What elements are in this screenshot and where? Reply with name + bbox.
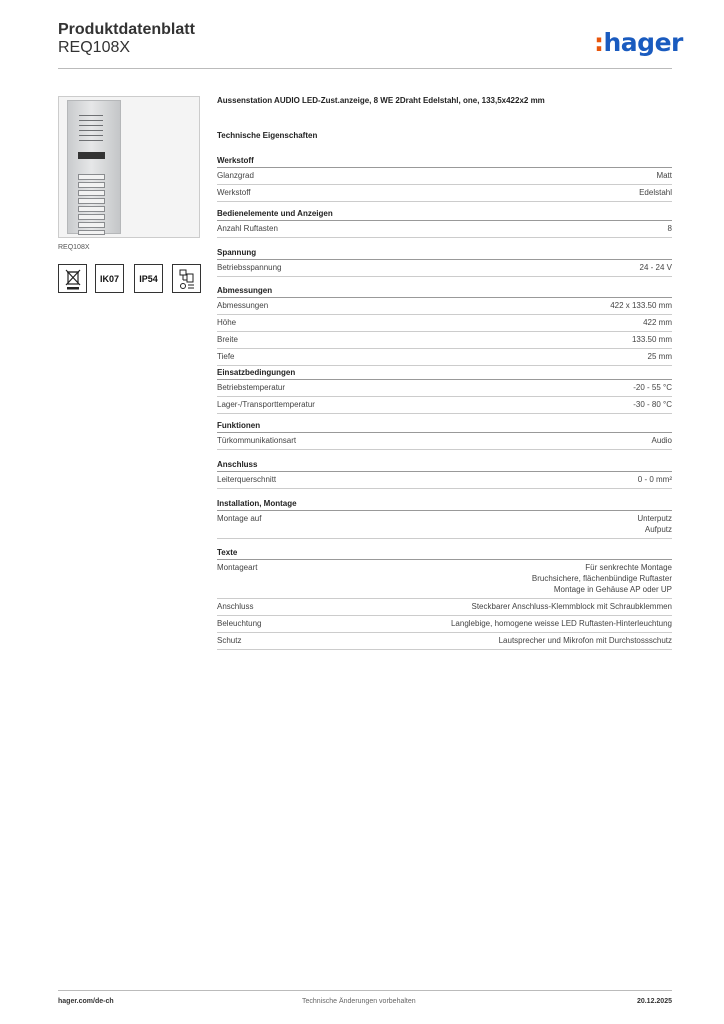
- table-row: [217, 599, 672, 616]
- row-label: Beleuchtung: [217, 619, 262, 628]
- logo-text: hager: [603, 28, 683, 57]
- hager-logo: :hager: [594, 28, 683, 57]
- table-row: [217, 633, 672, 650]
- table-row: [217, 168, 672, 185]
- row-value: 422 mm: [643, 318, 672, 327]
- table-row: [217, 511, 672, 539]
- section-title: Texte: [217, 548, 672, 560]
- row-value: Lautsprecher und Mikrofon mit Durchstossschutz: [498, 636, 672, 645]
- table-row: [217, 349, 672, 366]
- section-title: Funktionen: [217, 421, 672, 433]
- row-label: Anzahl Ruftasten: [217, 224, 278, 233]
- section-anschluss: [217, 460, 672, 489]
- section-texte: [217, 548, 672, 650]
- product-image: [58, 96, 200, 238]
- installation-symbol-icon: [172, 264, 201, 293]
- table-row: [217, 221, 672, 238]
- row-label: Montage auf: [217, 514, 262, 523]
- table-row: [217, 380, 672, 397]
- row-label: Schutz: [217, 636, 242, 645]
- row-label: Lager-/Transporttemperatur: [217, 400, 315, 409]
- row-label: Glanzgrad: [217, 171, 254, 180]
- row-value: 8: [667, 224, 672, 233]
- section-installation: [217, 499, 672, 539]
- table-row: [217, 472, 672, 489]
- row-value: 25 mm: [647, 352, 672, 361]
- row-value: Unterputz Aufputz: [637, 514, 672, 534]
- tech-properties-heading: Technische Eigenschaften: [217, 131, 318, 140]
- row-value: -30 - 80 °C: [633, 400, 672, 409]
- row-value: Für senkrechte Montage Bruchsichere, flächenbündige Ruftaster Montage in Gehäuse AP oder UP: [531, 563, 672, 594]
- table-row: [217, 298, 672, 315]
- row-value: 133.50 mm: [631, 335, 672, 344]
- product-description: Aussenstation AUDIO LED-Zust.anzeige, 8 WE 2Draht Edelstahl, one, 133,5x422x2 mm: [217, 96, 545, 105]
- row-value: -20 - 55 °C: [633, 383, 672, 392]
- weee-crossed-bin-icon: [58, 264, 87, 293]
- section-bedienelemente: [217, 209, 672, 238]
- row-value: 24 - 24 V: [639, 263, 672, 272]
- table-row: [217, 397, 672, 414]
- section-title: Installation, Montage: [217, 499, 672, 511]
- table-row: [217, 185, 672, 202]
- row-label: Abmessungen: [217, 301, 269, 310]
- row-value: Langlebige, homogene weisse LED Ruftasten-Hinterleuchtung: [450, 619, 672, 628]
- row-label: Betriebsspannung: [217, 263, 282, 272]
- header-divider: [58, 68, 672, 69]
- door-station-panel: [67, 100, 121, 234]
- row-label: Betriebstemperatur: [217, 383, 286, 392]
- table-row: [217, 560, 672, 599]
- row-label: Anschluss: [217, 602, 254, 611]
- section-title: Einsatzbedingungen: [217, 368, 672, 380]
- section-title: Abmessungen: [217, 286, 672, 298]
- section-title: Anschluss: [217, 460, 672, 472]
- table-row: [217, 616, 672, 633]
- row-value: Audio: [651, 436, 672, 445]
- row-label: Montageart: [217, 563, 258, 572]
- table-row: [217, 433, 672, 450]
- row-value: 422 x 133.50 mm: [610, 301, 672, 310]
- section-spannung: [217, 248, 672, 277]
- row-label: Leiterquerschnitt: [217, 475, 277, 484]
- row-label: Breite: [217, 335, 238, 344]
- section-title: Bedienelemente und Anzeigen: [217, 209, 672, 221]
- page-title: Produktdatenblatt: [58, 21, 195, 38]
- row-value: Edelstahl: [639, 188, 672, 197]
- table-row: [217, 260, 672, 277]
- section-funktionen: [217, 421, 672, 450]
- footer-date: 20.12.2025: [636, 998, 672, 1005]
- product-code: REQ108X: [58, 39, 131, 56]
- row-label: Werkstoff: [217, 188, 251, 197]
- row-label: Türkommunikationsart: [217, 436, 297, 445]
- section-abmessungen: [217, 286, 672, 366]
- row-value: 0 - 0 mm²: [637, 475, 672, 484]
- product-image-label: REQ108X: [58, 244, 90, 251]
- row-label: Höhe: [217, 318, 237, 327]
- footer-website-link[interactable]: hager.com/de-ch: [58, 998, 114, 1005]
- footer-divider: [58, 990, 672, 991]
- row-label: Tiefe: [217, 352, 235, 361]
- section-einsatzbedingungen: [217, 368, 672, 414]
- led-display: [78, 152, 105, 159]
- footer-notice: Technische Änderungen vorbehalten: [302, 998, 416, 1005]
- section-title: Werkstoff: [217, 156, 672, 168]
- section-title: Spannung: [217, 248, 672, 260]
- table-row: [217, 315, 672, 332]
- ip54-badge: IP54: [134, 264, 163, 293]
- row-value: Matt: [656, 171, 672, 180]
- row-value: Steckbarer Anschluss-Klemmblock mit Schraubklemmen: [471, 602, 672, 611]
- section-werkstoff: [217, 156, 672, 202]
- table-row: [217, 332, 672, 349]
- ik07-badge: IK07: [95, 264, 124, 293]
